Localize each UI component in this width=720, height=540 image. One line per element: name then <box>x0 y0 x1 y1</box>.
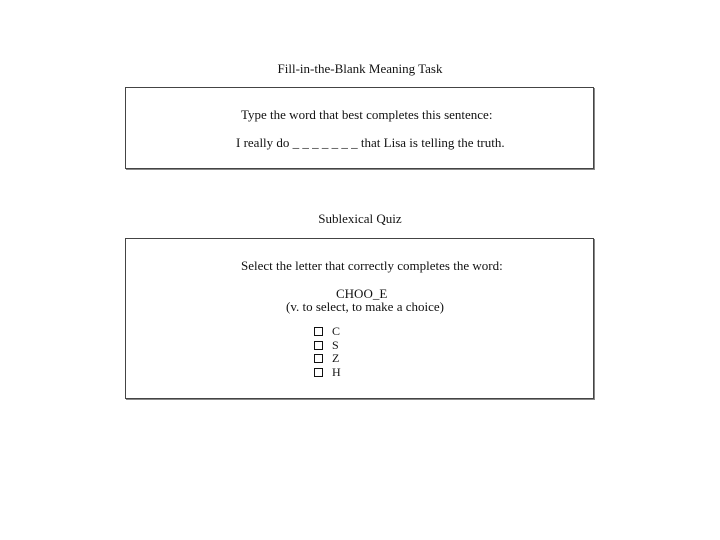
sublexical-quiz-panel <box>125 238 594 399</box>
option-label: H <box>332 364 341 379</box>
sublexical-instruction: Select the letter that correctly completes the word: <box>241 258 503 273</box>
option-label: C <box>332 324 341 339</box>
checkbox-icon[interactable] <box>314 327 323 336</box>
fill-in-blank-instruction: Type the word that best completes this sentence: <box>241 107 493 122</box>
letter-options <box>314 325 341 379</box>
target-word: CHOO_E <box>336 286 388 301</box>
option-label: Z <box>332 351 340 366</box>
checkbox-icon[interactable] <box>314 354 323 363</box>
checkbox-icon[interactable] <box>314 341 323 350</box>
option-s[interactable] <box>314 339 341 353</box>
word-definition: (v. to select, to make a choice) <box>286 299 444 314</box>
fill-in-blank-sentence: I really do _ _ _ _ _ _ _ that Lisa is telling the truth. <box>236 135 505 150</box>
option-h[interactable] <box>314 366 341 380</box>
option-label: S <box>332 337 339 352</box>
fill-in-blank-panel <box>125 87 594 169</box>
sublexical-quiz-title: Sublexical Quiz <box>318 211 402 226</box>
checkbox-icon[interactable] <box>314 368 323 377</box>
option-z[interactable] <box>314 352 341 366</box>
option-c[interactable] <box>314 325 341 339</box>
fill-in-blank-task-title: Fill-in-the-Blank Meaning Task <box>277 61 443 76</box>
